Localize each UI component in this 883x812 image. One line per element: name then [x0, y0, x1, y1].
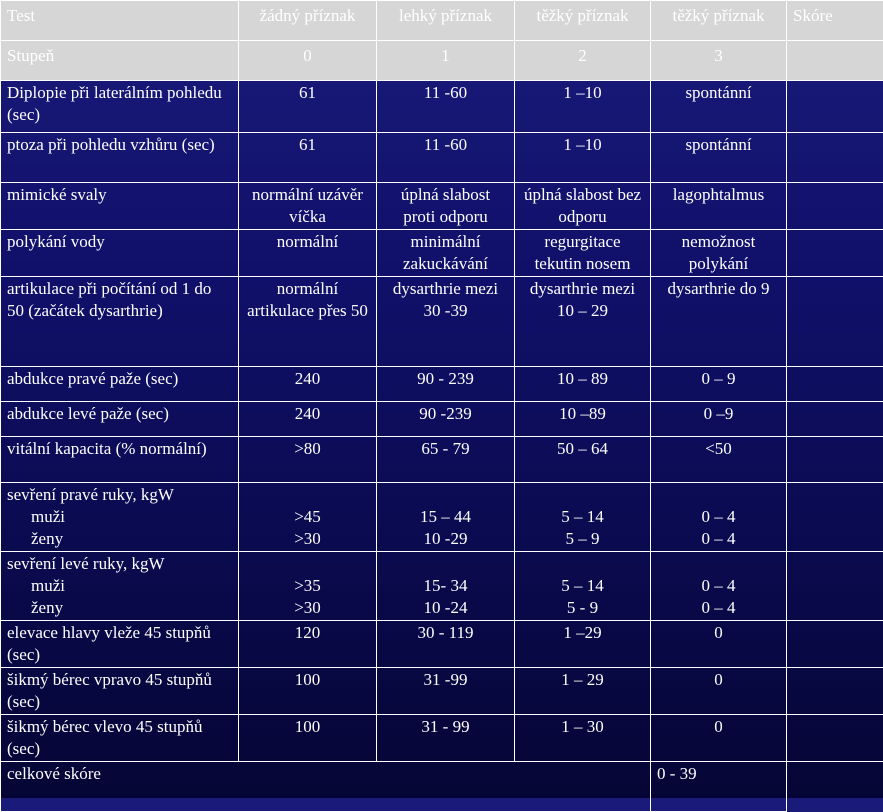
test-name: mimické svaly: [1, 183, 239, 230]
test-name: Diplopie při laterálním pohledu (sec): [1, 81, 239, 133]
grade-2-cell: dysarthrie mezi 10 – 29: [515, 277, 651, 367]
women-value: >30: [245, 528, 370, 550]
grade-2-cell: 50 – 64: [515, 437, 651, 483]
table-row: [1, 402, 883, 437]
women-value: 0 – 4: [657, 528, 780, 550]
table-row: [1, 621, 883, 668]
score-cell: [787, 402, 883, 437]
grade-value-3: 3: [651, 41, 787, 81]
header-grade-3: těžký příznak: [651, 1, 787, 41]
grade-1-cell: 30 - 119: [377, 621, 515, 668]
grade-2-cell: 10 –89: [515, 402, 651, 437]
table-row: [1, 81, 883, 133]
header-test: Test: [1, 1, 239, 41]
grade-0-cell: normální: [239, 230, 377, 277]
women-value: >30: [245, 597, 370, 619]
score-cell: [787, 133, 883, 183]
grade-1-cell: [377, 552, 515, 621]
test-name: [1, 483, 239, 552]
grade-1-cell: 65 - 79: [377, 437, 515, 483]
score-cell: [787, 668, 883, 715]
grade-2-cell: [515, 552, 651, 621]
test-name: elevace hlavy vleže 45 stupňů (sec): [1, 621, 239, 668]
test-name: abdukce levé paže (sec): [1, 402, 239, 437]
grip-right-title: sevření pravé ruky, kgW: [7, 484, 232, 506]
men-value: 0 – 4: [657, 575, 780, 597]
grade-value-2: 2: [515, 41, 651, 81]
grade-value-1: 1: [377, 41, 515, 81]
grade-value-score: [787, 41, 883, 81]
grade-1-cell: 31 -99: [377, 668, 515, 715]
men-label: muži: [7, 575, 232, 597]
grade-3-cell: [651, 483, 787, 552]
grade-0-cell: 240: [239, 402, 377, 437]
grade-2-cell: regurgitace tekutin nosem: [515, 230, 651, 277]
women-value: 10 -24: [383, 597, 508, 619]
grip-left-title: sevření levé ruky, kgW: [7, 553, 232, 575]
header-score: Skóre: [787, 1, 883, 41]
grade-0-cell: 240: [239, 367, 377, 402]
header-grade-2: těžký příznak: [515, 1, 651, 41]
grade-3-cell: [651, 552, 787, 621]
table-row: [1, 367, 883, 402]
score-cell: [787, 483, 883, 552]
grade-2-cell: 1 – 30: [515, 715, 651, 762]
header-grade-0: žádný příznak: [239, 1, 377, 41]
grade-2-cell: 1 –29: [515, 621, 651, 668]
men-value: 15- 34: [383, 575, 508, 597]
score-cell: [787, 81, 883, 133]
total-value: 0 - 39: [651, 762, 787, 812]
men-value: >35: [245, 575, 370, 597]
score-cell: [787, 230, 883, 277]
table-row: [1, 277, 883, 367]
test-name: vitální kapacita (% normální): [1, 437, 239, 483]
grade-1-cell: úplná slabost proti odporu: [377, 183, 515, 230]
grade-1-cell: minimální zakuckávání: [377, 230, 515, 277]
table-row: [1, 552, 883, 621]
grade-row: [1, 41, 883, 81]
grade-3-cell: spontánní: [651, 81, 787, 133]
grade-1-cell: 90 -239: [377, 402, 515, 437]
grade-label: Stupeň: [1, 41, 239, 81]
score-cell: [787, 367, 883, 402]
grade-3-cell: spontánní: [651, 133, 787, 183]
grade-1-cell: 31 - 99: [377, 715, 515, 762]
women-value: 0 – 4: [657, 597, 780, 619]
grade-3-cell: 0: [651, 668, 787, 715]
women-value: 5 - 9: [521, 597, 644, 619]
women-value: 5 – 9: [521, 528, 644, 550]
score-cell: [787, 277, 883, 367]
men-value: 15 – 44: [383, 506, 508, 528]
men-value: 0 – 4: [657, 506, 780, 528]
table-row: [1, 715, 883, 762]
grade-2-cell: [515, 483, 651, 552]
table-row: [1, 483, 883, 552]
grade-3-cell: 0 – 9: [651, 367, 787, 402]
grade-0-cell: [239, 483, 377, 552]
grade-1-cell: 90 - 239: [377, 367, 515, 402]
grade-3-cell: 0: [651, 621, 787, 668]
grade-3-cell: dysarthrie do 9: [651, 277, 787, 367]
test-name: ptoza při pohledu vzhůru (sec): [1, 133, 239, 183]
grade-0-cell: 120: [239, 621, 377, 668]
test-name: abdukce pravé paže (sec): [1, 367, 239, 402]
grade-1-cell: 11 -60: [377, 81, 515, 133]
grade-0-cell: 100: [239, 668, 377, 715]
test-name: [1, 552, 239, 621]
grade-0-cell: >80: [239, 437, 377, 483]
men-value: 5 – 14: [521, 575, 644, 597]
women-value: 10 -29: [383, 528, 508, 550]
test-name: šikmý bérec vpravo 45 stupňů (sec): [1, 668, 239, 715]
men-label: muži: [7, 506, 232, 528]
header-row: [1, 1, 883, 41]
table-row: [1, 437, 883, 483]
test-name: polykání vody: [1, 230, 239, 277]
grade-3-cell: 0 –9: [651, 402, 787, 437]
table-row: [1, 183, 883, 230]
women-label: ženy: [7, 597, 232, 619]
table-row: [1, 668, 883, 715]
grade-value-0: 0: [239, 41, 377, 81]
score-cell: [787, 715, 883, 762]
table-row: [1, 230, 883, 277]
grade-3-cell: <50: [651, 437, 787, 483]
grade-2-cell: 1 –10: [515, 133, 651, 183]
grade-3-cell: lagophtalmus: [651, 183, 787, 230]
women-label: ženy: [7, 528, 232, 550]
header-grade-1: lehký příznak: [377, 1, 515, 41]
grade-0-cell: 61: [239, 81, 377, 133]
total-row: [1, 762, 883, 812]
total-empty: [787, 762, 883, 812]
score-cell: [787, 437, 883, 483]
grade-3-cell: nemožnost polykání: [651, 230, 787, 277]
grade-3-cell: 0: [651, 715, 787, 762]
grade-0-cell: normální uzávěr víčka: [239, 183, 377, 230]
grade-2-cell: 1 – 29: [515, 668, 651, 715]
table-row: [1, 133, 883, 183]
men-value: >45: [245, 506, 370, 528]
score-cell: [787, 621, 883, 668]
score-cell: [787, 552, 883, 621]
grade-2-cell: úplná slabost bez odporu: [515, 183, 651, 230]
total-label: celkové skóre: [1, 762, 651, 812]
grade-1-cell: dysarthrie mezi 30 -39: [377, 277, 515, 367]
test-name: šikmý bérec vlevo 45 stupňů (sec): [1, 715, 239, 762]
grade-0-cell: 100: [239, 715, 377, 762]
grade-1-cell: [377, 483, 515, 552]
grade-1-cell: 11 -60: [377, 133, 515, 183]
grade-0-cell: 61: [239, 133, 377, 183]
grade-0-cell: normální artikulace přes 50: [239, 277, 377, 367]
men-value: 5 – 14: [521, 506, 644, 528]
score-cell: [787, 183, 883, 230]
grade-2-cell: 10 – 89: [515, 367, 651, 402]
test-name: artikulace při počítání od 1 do 50 (začátek dysarthrie): [1, 277, 239, 367]
grade-0-cell: [239, 552, 377, 621]
grade-2-cell: 1 –10: [515, 81, 651, 133]
